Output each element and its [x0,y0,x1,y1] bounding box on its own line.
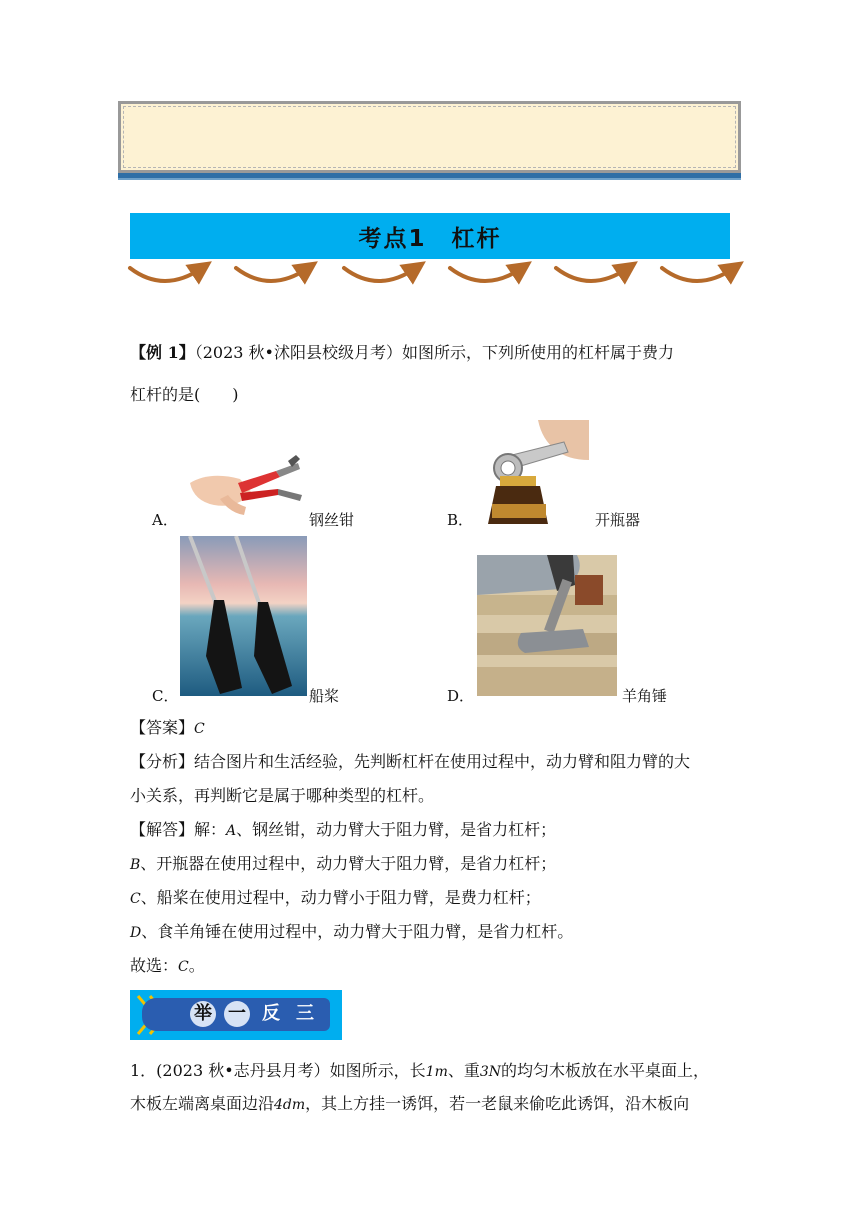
choice-suffix: 。 [188,956,205,975]
q1-text-a: 1．(2023 秋•志丹县月考）如图所示，长 [130,1061,426,1080]
arc-5 [556,268,628,281]
solution-line3-text: 、船桨在使用过程中，动力臂小于阻力臂，是费力杠杆； [140,888,541,907]
example-question-line1 [130,343,674,363]
practice-char-2: 一 [224,1001,250,1027]
solution-var-d: D [130,925,142,941]
q1-text-e: ，其上方挂一诱饵，若一老鼠来偷吃此诱饵，沿木板向 [305,1094,690,1113]
solution-line2 [130,854,556,875]
claw-hammer-image [477,555,617,696]
q1-var-length: 1m [425,1064,448,1080]
analysis-text1: 结合图片和生活经验，先判断杠杆在使用过程中，动力臂和阻力臂的大 [194,752,691,771]
q1-text-b: 、重 [447,1061,480,1080]
example-question-line2: 杠杆的是( ) [130,385,239,404]
section-title: 考点1 杠杆 [358,225,502,252]
header-banner [118,101,741,173]
option-a-name: 钢丝钳 [309,511,355,529]
analysis-tag: 【分析】 [130,752,195,771]
answer-tag: 【答案】 [130,718,195,737]
answer-line [130,718,205,739]
arc-2 [236,268,308,281]
question1-line2 [130,1094,689,1115]
practice-char-3: 反 [262,1003,280,1024]
option-b-label: B． [447,511,474,529]
q1-text-d: 木板左端离桌面边沿 [130,1094,275,1113]
oars-image [180,536,307,696]
arc-6 [662,268,734,281]
arc-1 [130,268,202,281]
option-a-label: A． [152,511,178,529]
option-c-name: 船桨 [309,687,340,705]
section-title-bar [130,213,730,259]
bottle-opener-image [478,420,589,524]
q1-var-weight: 3N [479,1064,502,1080]
practice-banner-inner [142,998,330,1031]
answer-value: C [194,721,205,737]
analysis-line2: 小关系，再判断它是属于哪种类型的杠杆。 [130,786,435,805]
solution-line4-text: 、食羊角锤在使用过程中，动力臂大于阻力臂，是省力杠杆。 [141,922,574,941]
option-d-name: 羊角锤 [622,687,668,705]
example-source: （2023 秋•沭阳县校级月考）如图所示，下列所使用的杠杆属于费力 [194,343,674,362]
q1-var-distance: 4dm [274,1097,306,1113]
pliers-image [180,453,306,523]
solution-prefix: 解： [194,820,227,839]
option-d-label: D． [447,687,475,705]
solution-choice [130,956,205,977]
option-b-name: 开瓶器 [595,511,641,529]
arc-3 [344,268,416,281]
option-c-label: C． [152,687,179,705]
solution-line1-text: 、钢丝钳，动力臂大于阻力臂，是省力杠杆； [236,820,557,839]
practice-char-1: 举 [190,1001,216,1027]
solution-line1 [130,820,556,841]
solution-line2-text: 、开瓶器在使用过程中，动力臂大于阻力臂，是省力杠杆； [140,854,557,873]
solution-var-a: A [226,823,237,839]
solution-var-c: C [130,891,141,907]
practice-banner [130,990,342,1040]
q1-text-c: 的均匀木板放在水平桌面上， [501,1061,710,1080]
choice-value: C [178,959,189,975]
practice-char-4: 三 [296,1003,314,1024]
choice-prefix: 故选： [130,956,179,975]
analysis-line1 [130,752,690,772]
solution-line4 [130,922,573,943]
arc-4 [450,268,522,281]
solution-tag: 【解答】 [130,820,195,839]
solution-var-b: B [130,857,141,873]
example-tag: 【例 1】 [130,343,195,362]
header-banner-underline [118,173,741,180]
solution-line3 [130,888,541,909]
question1-line1 [130,1061,709,1082]
decorative-arcs [124,260,744,294]
